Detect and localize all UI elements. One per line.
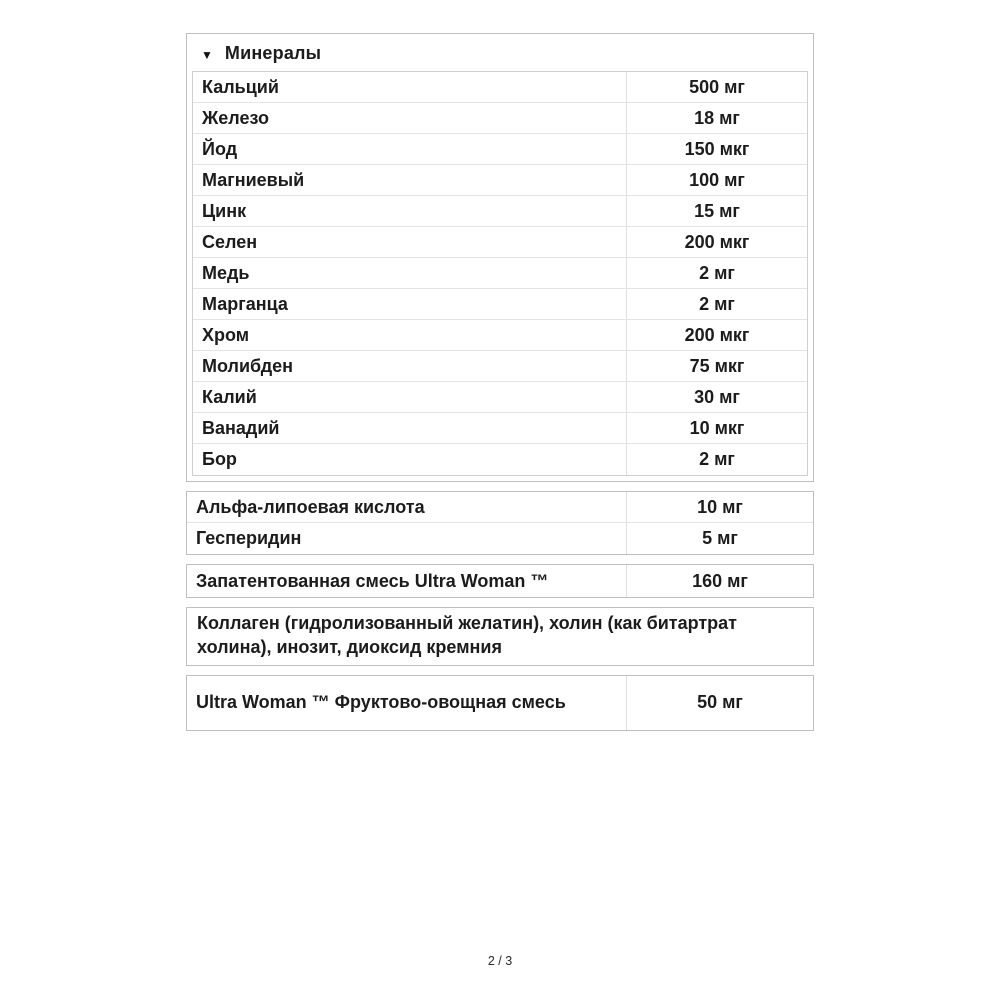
mineral-name: Медь	[193, 258, 627, 288]
table-row	[193, 103, 807, 134]
ingredient-value: 5 мг	[702, 528, 738, 548]
table-row	[187, 523, 813, 554]
mineral-name: Селен	[193, 227, 627, 257]
mineral-name: Цинк	[193, 196, 627, 226]
minerals-table	[192, 71, 808, 476]
table-row	[193, 320, 807, 351]
mineral-value: 15 мг	[694, 200, 740, 221]
ingredient-value: 10 мг	[697, 496, 743, 517]
mineral-name: Железо	[193, 103, 627, 133]
acids-table	[186, 491, 814, 555]
mineral-name: Магниевый	[193, 165, 627, 195]
mineral-name: Ванадий	[193, 413, 627, 443]
mineral-value: 75 мкг	[689, 355, 745, 376]
page-indicator: 2 / 3	[487, 954, 513, 968]
mineral-value: 500 мг	[689, 76, 745, 97]
mineral-name: Кальций	[193, 72, 627, 102]
table-row	[193, 165, 807, 196]
ingredient-name: Гесперидин	[187, 523, 627, 554]
table-row	[187, 492, 813, 523]
mineral-name: Калий	[193, 382, 627, 412]
supplement-facts-panel	[186, 33, 814, 731]
accordion-title: Минералы	[224, 43, 322, 63]
mineral-value: 200 мкг	[684, 231, 750, 252]
ingredient-value: 160 мг	[692, 570, 748, 591]
mineral-value: 100 мг	[689, 169, 745, 190]
table-row	[193, 413, 807, 444]
mineral-value: 18 мг	[694, 107, 740, 128]
minerals-accordion	[186, 33, 814, 482]
mineral-name: Йод	[193, 134, 627, 164]
collagen-description: Коллаген (гидролизованный желатин), холин (как битартрат холина), инозит, диоксид кремния	[186, 607, 814, 666]
ingredient-name: Альфа-липоевая кислота	[187, 492, 627, 522]
mineral-value: 2 мг	[699, 449, 735, 469]
table-row	[193, 258, 807, 289]
ingredient-value: 50 мг	[697, 692, 743, 712]
table-row	[193, 289, 807, 320]
mineral-name: Молибден	[193, 351, 627, 381]
patented-blend-table	[186, 564, 814, 598]
triangle-down-icon: ▼	[201, 47, 213, 62]
ingredient-name: Ultra Woman ™ Фруктово-овощная смесь	[187, 676, 627, 730]
mineral-name: Марганца	[193, 289, 627, 319]
table-row	[193, 227, 807, 258]
mineral-name: Бор	[193, 444, 627, 475]
table-row	[193, 444, 807, 475]
table-row	[187, 676, 813, 730]
mineral-value: 10 мкг	[689, 417, 745, 438]
ingredient-name: Запатентованная смесь Ultra Woman ™	[187, 565, 627, 597]
table-row	[193, 134, 807, 165]
accordion-header-minerals[interactable]	[187, 34, 813, 71]
mineral-value: 200 мкг	[684, 324, 750, 345]
table-row	[187, 565, 813, 597]
fruit-blend-table	[186, 675, 814, 731]
mineral-value: 2 мг	[699, 262, 735, 283]
mineral-value: 150 мкг	[684, 138, 750, 159]
table-row	[193, 72, 807, 103]
mineral-value: 2 мг	[699, 293, 735, 314]
table-row	[193, 351, 807, 382]
table-row	[193, 382, 807, 413]
mineral-name: Хром	[193, 320, 627, 350]
table-row	[193, 196, 807, 227]
mineral-value: 30 мг	[694, 386, 740, 407]
